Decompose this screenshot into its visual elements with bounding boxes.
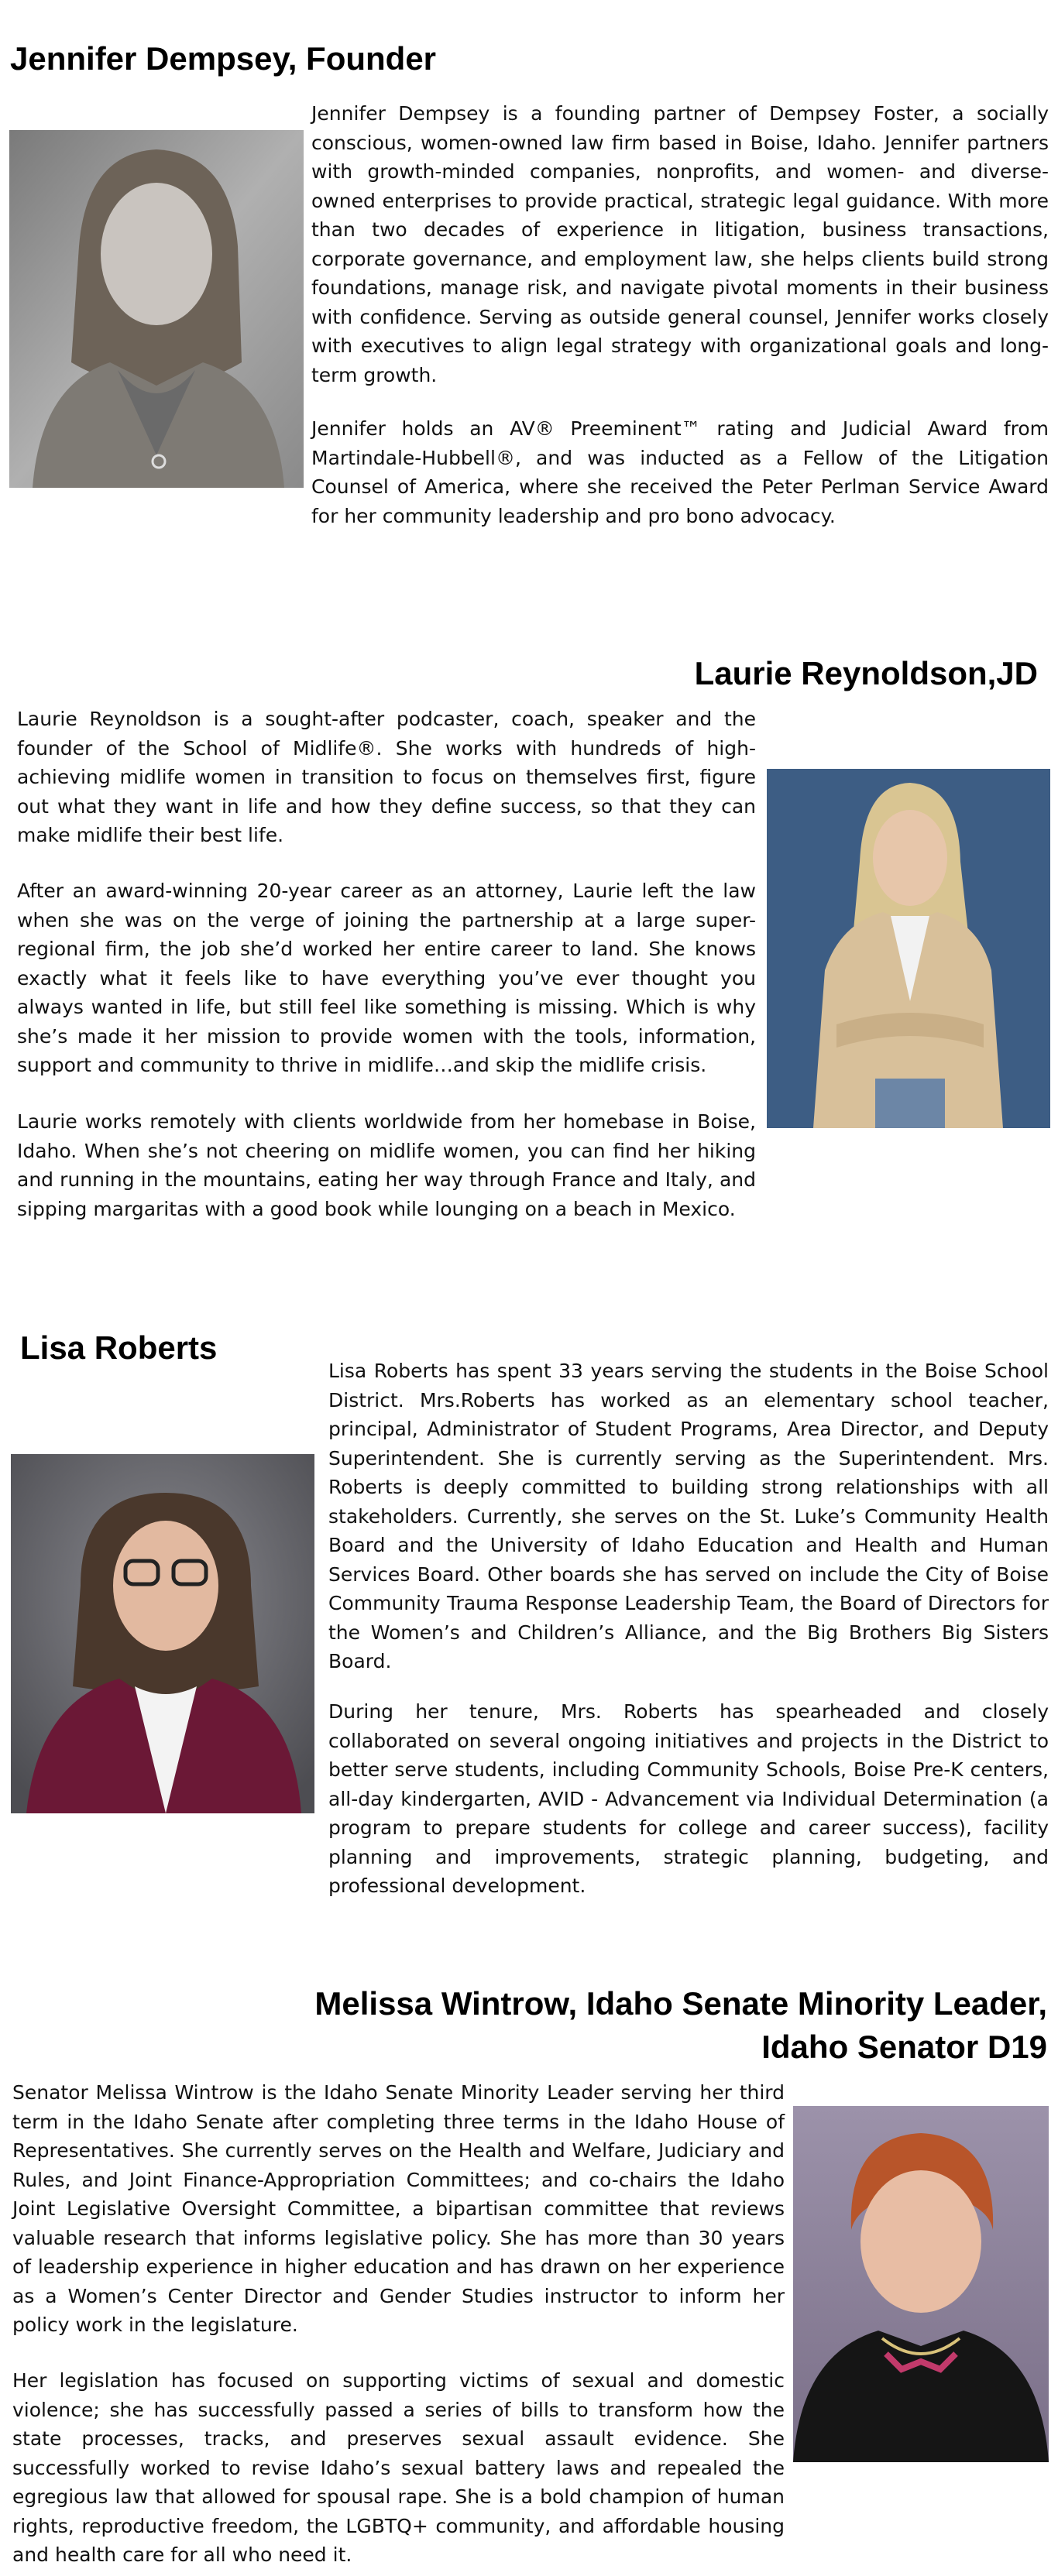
profile-name: Laurie Reynoldson,JD [694,655,1038,691]
profile-name: Jennifer Dempsey, Founder [10,40,437,77]
bio-paragraph: During her tenure, Mrs. Roberts has spearheaded and closely collaborated on several ongoing initiatives and projects in the District to better serve students, including Community Schools, Boise Pre-K centers, all-day kindergarten, AVID - Advancement via Individual Determination (a program to prepare students for college and career success), facility planning and improvements, strategic planning, budgeting, and professional development. [328,1700,1049,1897]
bio-paragraph: Senator Melissa Wintrow is the Idaho Senate Minority Leader serving her third term in the Idaho Senate after completing three terms in the Idaho House of Representatives. She currently serves on the Health and Welfare, Judiciary and Rules, and Joint Finance-Appropriation Committees; and co-chairs the Idaho Joint Legislative Oversight Committee, a bipartisan committee that reviews valuable research that informs legislative policy. She has more than 30 years of leadership experience in higher education and has drawn on her experience as a Women’s Center Director and Gender Studies instructor to inform her policy work in the legislature. [12,2081,785,2336]
melissa-wintrow-photo [793,2106,1049,2462]
bio-paragraph: Lisa Roberts has spent 33 years serving the students in the Boise School District. Mrs.Roberts has worked as an elementary school teacher, principal, Administrator of Student Programs, Area Director, and Deputy Superintendent. She is currently serving as the Superintendent. Mrs. Roberts is deeply committed to building strong relationships with all stakeholders. Currently, she serves on the St. Luke’s Community Health Board and the University of Idaho Education and Health and Human Services Board. Other boards she has served on include the City of Boise Community Trauma Response Leadership Team, the Board of Directors for the Women’s and Children’s Alliance, and the Big Brothers Big Sisters Board. [328,1360,1049,1672]
bio-paragraph: Laurie works remotely with clients worldwide from her homebase in Boise, Idaho. When she’s not cheering on midlife women, you can find her hiking and running in the mountains, eating her way through France and Italy, and sipping margaritas with a good book while lounging on a beach in Mexico. [17,1110,756,1220]
bio-paragraph: After an award-winning 20-year career as an attorney, Laurie left the law when she was on the verge of joining the partnership at a large super-regional firm, the job she’d worked her entire career to land. She knows exactly what it feels like to have everything you’ve ever thought you always wanted in life, but still feel like something is missing. Which is why she’s made it her mission to provide women with the tools, information, support and community to thrive in midlife…and skip the midlife crisis. [17,880,756,1076]
bio-paragraph: Jennifer Dempsey is a founding partner of Dempsey Foster, a socially conscious, women-owned law firm based in Boise, Idaho. Jennifer partners with growth-minded companies, nonprofits, and women- and diverse-owned enterprises to provide practical, strategic legal guidance. With more than two decades of experience in litigation, business transactions, corporate governance, and employment law, she helps clients build strong foundations, manage risk, and navigate pivotal moments in their business with confidence. Serving as outside general counsel, Jennifer works closely with executives to align legal strategy with organizational goals and long-term growth. [311,102,1049,386]
profile-name-line2: Idaho Senator D19 [761,2029,1047,2065]
bio-paragraph: Jennifer holds an AV® Preeminent™ rating and Judicial Award from Martindale-Hubbell®, and was inducted as a Fellow of the Litigation Counsel of America, where she received the Peter Perlman Service Award for her community leadership and pro bono advocacy. [311,417,1049,527]
laurie-reynoldson-photo [767,769,1050,1128]
jennifer-dempsey-photo [9,130,304,488]
profile-name: Lisa Roberts [20,1329,218,1366]
bio-paragraph: Her legislation has focused on supporting victims of sexual and domestic violence; she has successfully passed a series of bills to transform how the state processes, tracks, and preserves sexual assault evidence. She successfully worked to revise Idaho’s sexual battery laws and repealed the egregious law that allowed for spousal rape. She is a bold champion of human rights, reproductive freedom, the LGBTQ+ community, and affordable housing and health care for all who need it. [12,2369,785,2566]
bio-paragraph: Laurie Reynoldson is a sought-after podcaster, coach, speaker and the founder of the School of Midlife®. She works with hundreds of high-achieving midlife women in transition to focus on themselves first, figure out what they want in life and how they define success, so that they can make midlife their best life. [17,708,756,846]
profile-name-line1: Melissa Wintrow, Idaho Senate Minority Leader, [314,1985,1047,2022]
lisa-roberts-photo [11,1454,314,1813]
